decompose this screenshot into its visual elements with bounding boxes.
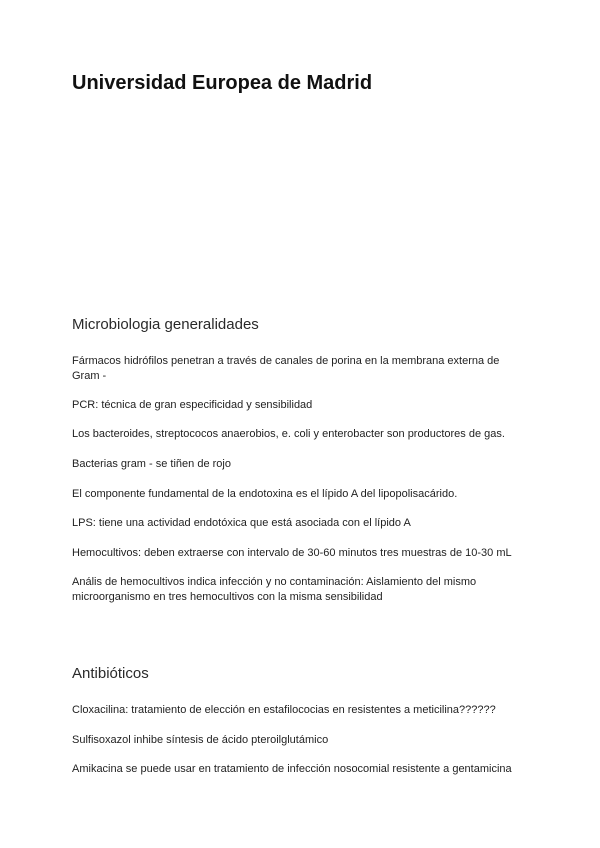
paragraph: PCR: técnica de gran especificidad y sensibilidad bbox=[72, 399, 313, 411]
paragraph: Anális de hemocultivos indica infección y no contaminación: Aislamiento del mismo microorganismo en tres hemocultivos con la misma sensibilidad bbox=[72, 576, 477, 603]
paragraph: Cloxacilina: tratamiento de elección en estafilococias en resistentes a meticilina?????? bbox=[72, 704, 496, 716]
paragraph: El componente fundamental de la endotoxina es el lípido A del lipopolisacárido. bbox=[72, 488, 458, 500]
paragraph: Sulfisoxazol inhibe síntesis de ácido pteroilglutámico bbox=[72, 734, 329, 746]
paragraph: LPS: tiene una actividad endotóxica que está asociada con el lípido A bbox=[72, 517, 411, 529]
paragraph: Bacterias gram - se tiñen de rojo bbox=[72, 458, 231, 470]
section-heading-microbiologia: Microbiologia generalidades bbox=[72, 316, 259, 333]
paragraph: Hemocultivos: deben extraerse con intervalo de 30-60 minutos tres muestras de 10-30 mL bbox=[72, 547, 512, 559]
paragraph: Amikacina se puede usar en tratamiento de infección nosocomial resistente a gentamicina bbox=[72, 763, 512, 775]
paragraph: Fármacos hidrófilos penetran a través de canales de porina en la membrana externa de Gram - bbox=[72, 355, 500, 382]
paragraph: Los bacteroides, streptococos anaerobios, e. coli y enterobacter son productores de gas. bbox=[72, 428, 505, 440]
section-heading-antibioticos: Antibióticos bbox=[72, 665, 149, 682]
document-title: Universidad Europea de Madrid bbox=[72, 72, 373, 94]
